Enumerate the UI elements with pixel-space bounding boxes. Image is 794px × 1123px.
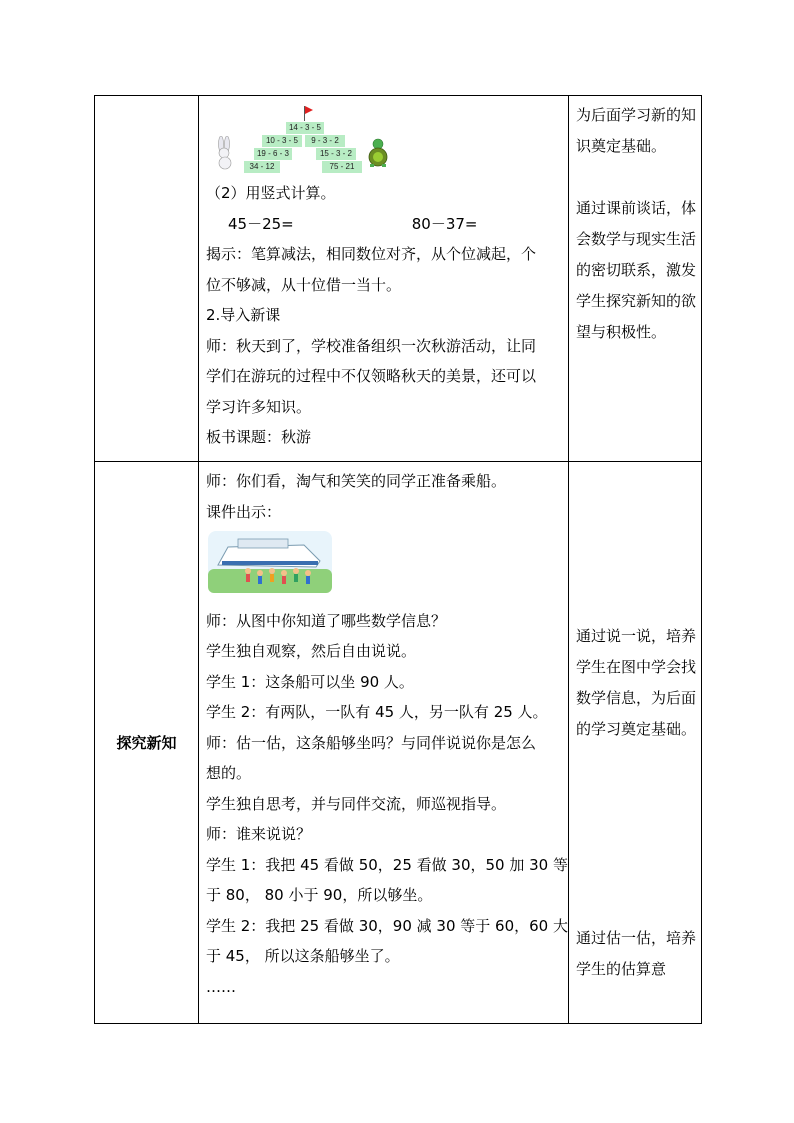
pyramid-brick: 19 - 6 - 3 [254,148,292,160]
dialogue-line: 学生独自观察，然后自由说说。 [206,642,417,660]
pyramid-brick: 15 - 3 - 2 [316,148,356,160]
dialogue-line: …… [206,977,236,996]
note-text: 通过说一说，培养学生在图中学会找数学信息，为后面的学习奠定基础。 [576,627,697,738]
pyramid-brick: 10 - 3 - 5 [262,135,302,147]
dialogue-line: 课件出示： [206,502,282,521]
teacher-line: 学习许多知识。 [206,397,312,416]
dialogue-line: 学生 2：有两队，一队有 45 人，另一队有 25 人。 [206,703,548,721]
step2-title: （2）用竖式计算。 [206,184,336,202]
pyramid-brick: 9 - 3 - 2 [305,135,345,147]
pyramid-figure [210,100,562,178]
boat-scene-image [208,531,332,593]
teacher-line: 师：秋天到了，学校准备组织一次秋游活动，让同 [206,336,537,355]
teacher-line: 学们在游玩的过程中不仅领略秋天的美景，还可以 [206,367,537,385]
note-text: 通过估一估，培养学生的估算意 [576,929,697,978]
table-row [95,462,702,1024]
hint-line: 位不够减，从十位借一当十。 [206,275,402,294]
formula-1: 45－25= [228,214,294,233]
formula-row [206,209,562,240]
dialogue-line: 学生独自思考，并与同伴交流，师巡视指导。 [206,794,507,813]
note-cell [569,96,702,462]
note-text: 通过课前谈话，体会数学与现实生活的密切联系，激发学生探究新知的欲望与积极性。 [576,199,697,341]
dialogue-line: 师：你们看，淘气和笑笑的同学正准备乘船。 [206,472,507,490]
table-row [95,96,702,462]
dialogue-line: 师：从图中你知道了哪些数学信息？ [206,611,447,630]
dialogue-line: 学生 2：我把 25 看做 30，90 减 30 等于 60，60 大 [206,916,568,935]
hint-line: 揭示：笔算减法，相同数位对齐，从个位减起，个 [206,245,537,263]
dialogue-line: 想的。 [206,764,252,782]
dialogue-line: 学生 1：这条船可以坐 90 人。 [206,672,414,691]
label-cell-empty [95,96,199,462]
dialogue-line: 学生 1：我把 45 看做 50，25 看做 30，50 加 30 等 [206,855,568,874]
dialogue-line: 于 45， 所以这条船够坐了。 [206,947,400,965]
note-text: 为后面学习新的知识奠定基础。 [576,106,697,155]
board-title: 板书课题：秋游 [206,428,312,446]
rabbit-icon [214,136,236,170]
content-cell [199,462,569,1024]
pyramid-brick: 14 - 3 - 5 [286,122,324,134]
dialogue-line: 师：谁来说说？ [206,825,312,843]
note-cell [569,462,702,1024]
flag-icon [305,106,313,114]
turtle-icon [366,138,390,168]
pyramid-brick: 75 - 21 [322,161,362,173]
formula-2: 80－37= [411,214,478,233]
pyramid-brick: 34 - 12 [244,161,280,173]
content-cell [199,96,569,462]
section-title: 2.导入新课 [206,306,281,324]
lesson-plan-table [94,95,702,1024]
section-label: 探究新知 [95,462,199,1024]
dialogue-line: 于 80， 80 小于 90，所以够坐。 [206,886,433,904]
dialogue-line: 师：估一估，这条船够坐吗？与同伴说说你是怎么 [206,733,537,752]
